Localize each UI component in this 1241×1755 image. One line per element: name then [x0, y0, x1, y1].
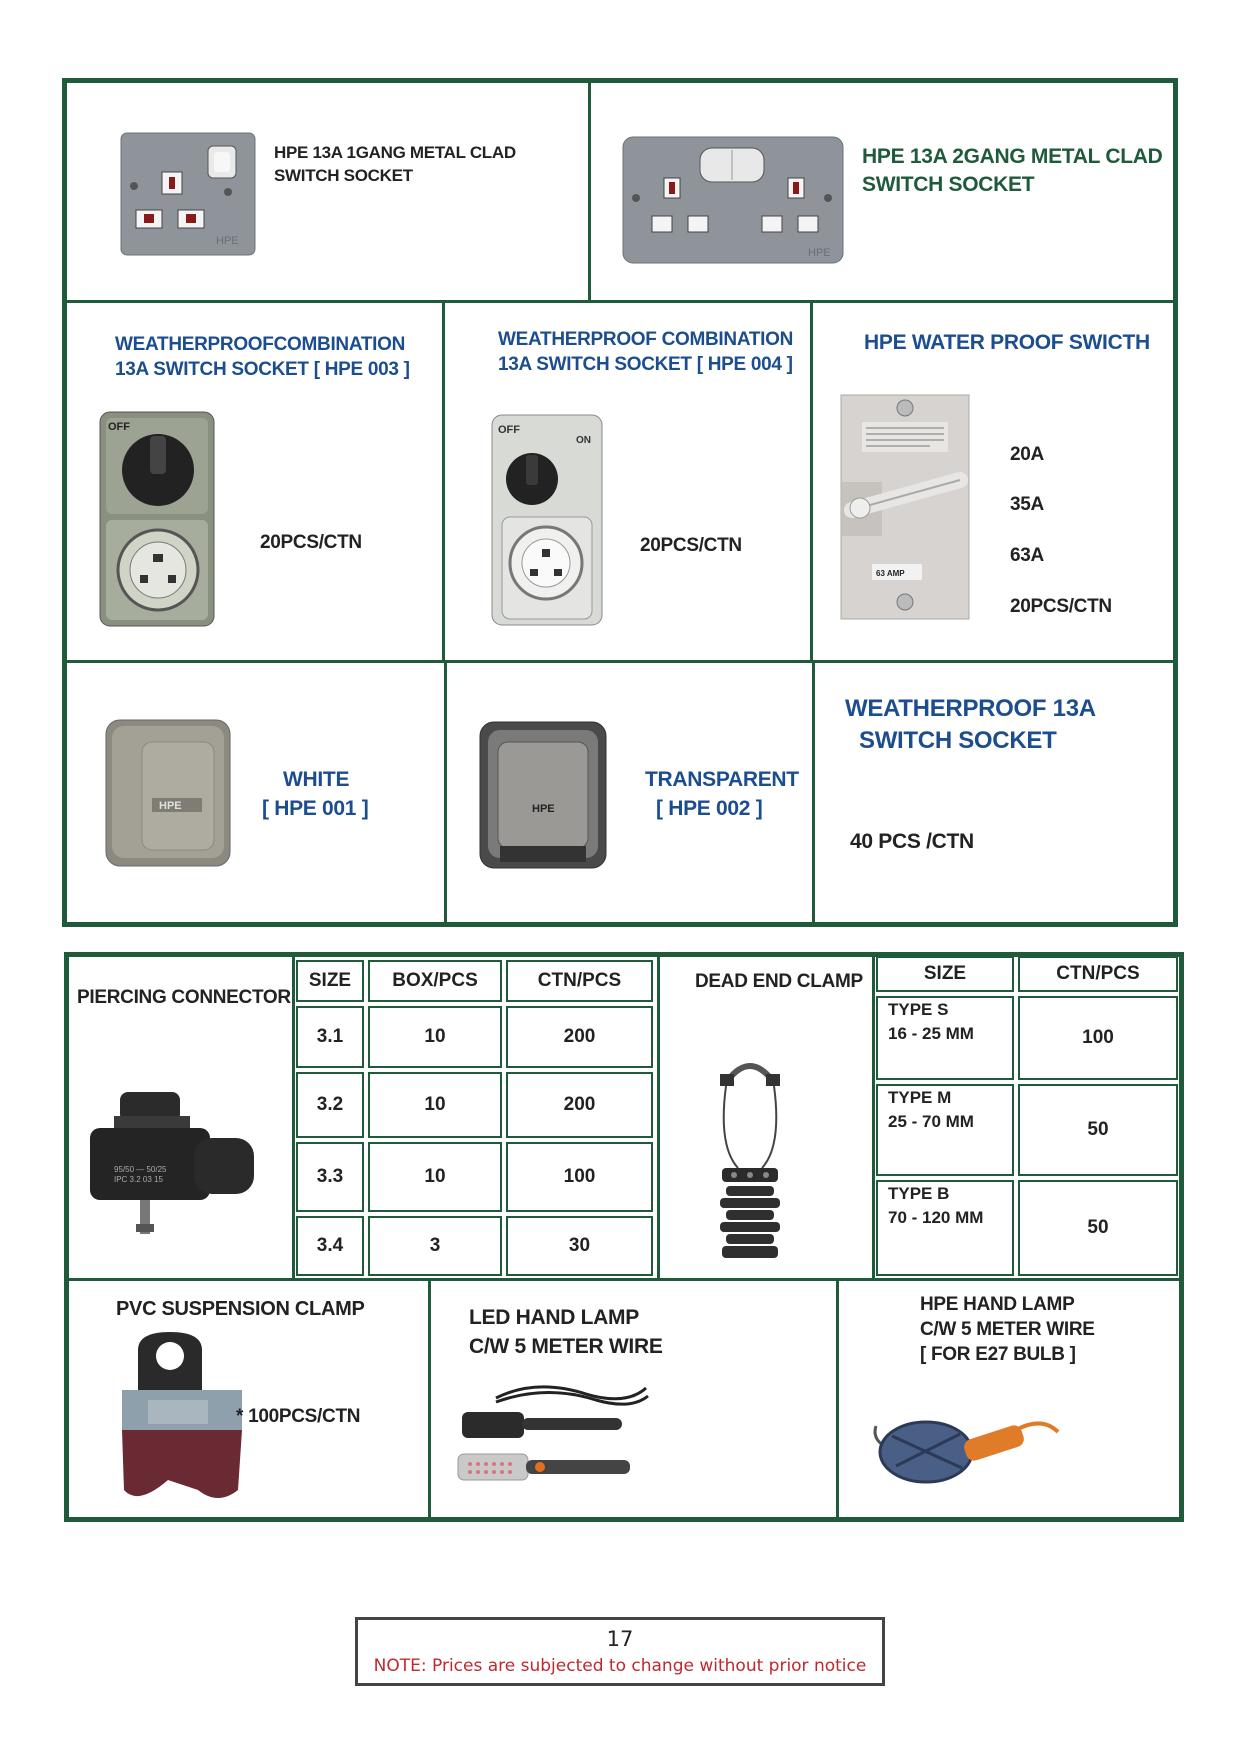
- divider: [810, 303, 813, 661]
- metal-clad-1gang-label-line2: SWITCH SOCKET: [274, 166, 413, 185]
- metal-clad-2gang-socket-image: [622, 136, 844, 264]
- transparent-socket-label-line2: [ HPE 002 ]: [656, 797, 763, 820]
- divider: [292, 956, 295, 1280]
- piercing-header-size: SIZE: [296, 960, 364, 1002]
- table-row: [876, 1180, 1014, 1276]
- table-row: 200: [506, 1072, 653, 1138]
- pvc-clamp-image: [108, 1330, 254, 1506]
- piercing-connector-title: PIERCING CONNECTOR: [77, 987, 291, 1008]
- table-row: [876, 996, 1014, 1080]
- svg-text:OFF: OFF: [498, 424, 520, 436]
- table-row: 100: [1018, 996, 1178, 1080]
- weatherproof-socket-qty: 40 PCS /CTN: [850, 830, 974, 853]
- white-socket-label-line2: [ HPE 001 ]: [262, 797, 369, 820]
- weatherproof-socket-title-line1: WEATHERPROOF 13A: [845, 695, 1096, 722]
- svg-text:ON: ON: [576, 435, 591, 446]
- table-row: 10: [368, 1006, 502, 1068]
- transparent-socket-label-line1: TRANSPARENT: [645, 768, 799, 791]
- divider: [66, 660, 1174, 663]
- combo-003-qty: 20PCS/CTN: [260, 532, 362, 553]
- water-proof-switch-image: [840, 394, 970, 620]
- brand-logo: HPE: [808, 247, 831, 259]
- divider: [444, 663, 447, 923]
- dead-end-type: TYPE S: [888, 1000, 949, 1019]
- table-row: 3: [368, 1216, 502, 1276]
- dead-end-type: TYPE M: [888, 1088, 952, 1107]
- svg-text:63 AMP: 63 AMP: [876, 569, 905, 578]
- led-lamp-title-line1: LED HAND LAMP: [469, 1306, 639, 1329]
- divider: [872, 956, 875, 1280]
- table-row: 50: [1018, 1180, 1178, 1276]
- divider: [68, 1278, 1180, 1281]
- table-row: 100: [506, 1142, 653, 1212]
- table-row: [876, 1084, 1014, 1176]
- brand-logo: HPE: [216, 235, 239, 247]
- combo-004-switch-socket-image: [490, 413, 604, 627]
- table-row: 50: [1018, 1084, 1178, 1176]
- combo-004-title-line2: 13A SWITCH SOCKET [ HPE 004 ]: [498, 354, 793, 375]
- transparent-socket-cover-image: [476, 720, 610, 870]
- table-row: 10: [368, 1072, 502, 1138]
- water-proof-rating-63a: 63A: [1010, 545, 1044, 566]
- piercing-header-box: BOX/PCS: [368, 960, 502, 1002]
- water-proof-rating-35a: 35A: [1010, 494, 1044, 515]
- footer-note-box: [355, 1617, 885, 1686]
- svg-text:HPE: HPE: [159, 800, 182, 812]
- pvc-clamp-title: PVC SUSPENSION CLAMP: [116, 1298, 365, 1320]
- divider: [428, 1281, 431, 1518]
- metal-clad-2gang-label-line1: HPE 13A 2GANG METAL CLAD: [862, 145, 1163, 168]
- water-proof-rating-20a: 20A: [1010, 444, 1044, 465]
- water-proof-switch-qty: 20PCS/CTN: [1010, 596, 1112, 617]
- price-note: NOTE: Prices are subjected to change without prior notice: [373, 1656, 867, 1676]
- hpe-lamp-title-line1: HPE HAND LAMP: [920, 1294, 1075, 1315]
- divider: [588, 82, 591, 300]
- divider: [812, 663, 815, 923]
- divider: [657, 956, 660, 1280]
- dead-end-clamp-image: [700, 1056, 800, 1262]
- divider: [836, 1281, 839, 1518]
- hpe-lamp-title-line3: [ FOR E27 BULB ]: [920, 1344, 1076, 1365]
- combo-003-title-line2: 13A SWITCH SOCKET [ HPE 003 ]: [115, 359, 410, 380]
- dead-end-header-ctn: CTN/PCS: [1018, 956, 1178, 992]
- led-lamp-title-line2: C/W 5 METER WIRE: [469, 1335, 663, 1358]
- dead-end-range: 25 - 70 MM: [888, 1112, 974, 1131]
- metal-clad-2gang-label-line2: SWITCH SOCKET: [862, 173, 1035, 196]
- table-row: 10: [368, 1142, 502, 1212]
- combo-004-qty: 20PCS/CTN: [640, 535, 742, 556]
- dead-end-header-size: SIZE: [876, 956, 1014, 992]
- dead-end-type: TYPE B: [888, 1184, 950, 1203]
- table-row: 30: [506, 1216, 653, 1276]
- divider: [442, 303, 445, 661]
- dead-end-clamp-title: DEAD END CLAMP: [695, 971, 863, 992]
- weatherproof-socket-title-line2: SWITCH SOCKET: [859, 727, 1057, 754]
- table-row: 3.1: [296, 1006, 364, 1068]
- dead-end-range: 70 - 120 MM: [888, 1208, 984, 1227]
- piercing-connector-image: [84, 1088, 260, 1238]
- combo-003-title-line1: WEATHERPROOFCOMBINATION: [115, 334, 406, 355]
- table-row: 200: [506, 1006, 653, 1068]
- water-proof-switch-title: HPE WATER PROOF SWICTH: [864, 331, 1150, 354]
- svg-text:95/50 — 50/25: 95/50 — 50/25: [114, 1165, 167, 1174]
- svg-text:HPE: HPE: [532, 803, 555, 815]
- piercing-header-ctn: CTN/PCS: [506, 960, 653, 1002]
- hpe-lamp-title-line2: C/W 5 METER WIRE: [920, 1319, 1095, 1340]
- combo-004-title-line1: WEATHERPROOF COMBINATION: [498, 329, 794, 350]
- table-row: 3.2: [296, 1072, 364, 1138]
- table-row: 3.4: [296, 1216, 364, 1276]
- dead-end-range: 16 - 25 MM: [888, 1024, 974, 1043]
- svg-text:OFF: OFF: [108, 421, 130, 433]
- hpe-hand-lamp-image: [866, 1396, 1062, 1496]
- svg-text:IPC 3.2 03 15: IPC 3.2 03 15: [114, 1175, 163, 1184]
- led-hand-lamp-image: [456, 1378, 656, 1482]
- divider: [66, 300, 1174, 303]
- pvc-clamp-qty: * 100PCS/CTN: [236, 1406, 361, 1427]
- white-socket-label-line1: WHITE: [283, 768, 350, 791]
- metal-clad-1gang-socket-image: [120, 132, 256, 256]
- white-socket-cover-image: [102, 718, 234, 868]
- page-number: 17: [606, 1627, 634, 1651]
- metal-clad-1gang-label-line1: HPE 13A 1GANG METAL CLAD: [274, 143, 516, 162]
- combo-003-switch-socket-image: [98, 410, 216, 628]
- table-row: 3.3: [296, 1142, 364, 1212]
